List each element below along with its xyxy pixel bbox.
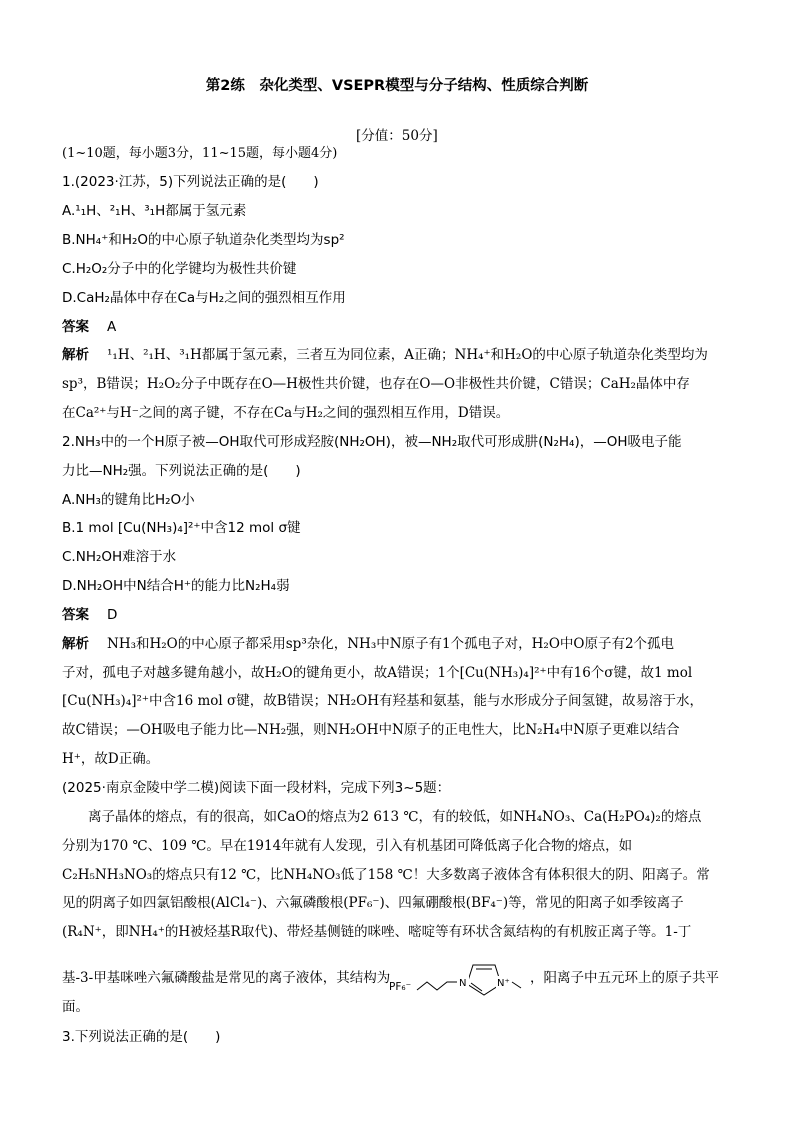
q2-analysis-line-4: 故C错误；—OH吸电子能力比—NH₂强，则NH₂OH中N原子的正电性大，比N₂H₄中N原子更难以结合 [62, 722, 680, 738]
q1-analysis-line-1: 解析 ¹₁H、²₁H、³₁H都属于氢元素，三者互为同位素，A正确；NH₄⁺和H₂O的中心原子轨道杂化类型均为 [62, 347, 708, 363]
material-line-6-after: ，阳离子中五元环上的原子共平 [530, 970, 719, 986]
q2-option-d: D.NH₂OH中N结合H⁺的能力比N₂H₄弱 [62, 578, 290, 594]
scoring-note: (1~10题，每小题3分，11~15题，每小题4分) [62, 146, 338, 161]
material-line-2: 分别为170 ℃、109 ℃。早在1914年就有人发现，引入有机基团可降低离子化合物的熔点，如 [62, 838, 633, 854]
q1-option-d: D.CaH₂晶体中存在Ca与H₂之间的强烈相互作用 [62, 290, 346, 306]
q2-stem-line-2: 力比—NH₂强。下列说法正确的是( ) [62, 463, 301, 479]
structure-n-label: N [459, 978, 467, 989]
butyl-chain [417, 982, 459, 990]
q1-stem: 1.(2023·江苏，5)下列说法正确的是( ) [62, 174, 319, 190]
analysis-label: 解析 [62, 347, 89, 363]
q1-option-b: B.NH₄⁺和H₂O的中心原子轨道杂化类型均为sp² [62, 232, 345, 248]
answer-label: 答案 [62, 319, 89, 335]
q3-stem: 3.下列说法正确的是( ) [62, 1029, 221, 1045]
q1-option-c: C.H₂O₂分子中的化学键均为极性共价键 [62, 261, 297, 277]
structure-nplus-label: N⁺ [497, 978, 510, 989]
q2-option-b: B.1 mol [Cu(NH₃)₄]²⁺中含12 mol σ键 [62, 520, 301, 536]
material-last-line: 面。 [62, 999, 89, 1015]
material-intro: (2025·南京金陵中学二模)阅读下面一段材料，完成下列3~5题： [62, 780, 451, 796]
material-line-3: C₂H₅NH₃NO₃的熔点只有12 ℃，比NH₄NO₃低了158 ℃！大多数离子液体含有体积很大的阴、阳离子。常 [62, 867, 710, 883]
methyl-bond [512, 982, 521, 988]
q1-analysis-line-2: sp³，B错误；H₂O₂分子中既存在O—H极性共价键，也存在O—O非极性共价键，C错误；CaH₂晶体中存 [62, 376, 690, 392]
q2-analysis-line-3: [Cu(NH₃)₄]²⁺中含16 mol σ键，故B错误；NH₂OH有羟基和氨基，能与水形成分子间氢键，故易溶于水， [62, 693, 704, 709]
q2-option-c: C.NH₂OH难溶于水 [62, 549, 177, 565]
page-title: 第2练 杂化类型、VSEPR模型与分子结构、性质综合判断 [205, 78, 589, 94]
material-line-4: 见的阴离子如四氯铝酸根(AlCl₄⁻)、六氟磷酸根(PF₆⁻)、四氟硼酸根(BF₄⁻)等，常见的阳离子如季铵离子 [62, 895, 684, 911]
answer-value: D [107, 607, 118, 623]
q2-option-a: A.NH₃的键角比H₂O小 [62, 492, 195, 508]
material-line-1: 离子晶体的熔点，有的很高，如CaO的熔点为2 613 ℃，有的较低，如NH₄NO₃、Ca(H₂PO₄)₂的熔点 [88, 809, 702, 825]
q1-analysis-line-3: 在Ca²⁺与H⁻之间的离子键，不存在Ca与H₂之间的强烈相互作用，D错误。 [62, 405, 510, 421]
q2-analysis-line-5: H⁺，故D正确。 [62, 751, 160, 767]
q2-analysis-line-2: 子对，孤电子对越多键角越小，故H₂O的键角更小，故A错误；1个[Cu(NH₃)₄]²⁺中有16个σ键，故1 mol [62, 665, 693, 681]
q2-analysis-line-1: 解析 NH₃和H₂O的中心原子都采用sp³杂化，NH₃中N原子有1个孤电子对，H₂O中O原子有2个孤电 [62, 636, 675, 652]
q1-option-a: A.¹₁H、²₁H、³₁H都属于氢元素 [62, 203, 247, 219]
score-note: [分值：50分] [356, 128, 438, 144]
material-line-6-before: 基-3-甲基咪唑六氟磷酸盐是常见的离子液体，其结构为 [62, 970, 391, 986]
structure-anion-label: PF₆⁻ [389, 981, 412, 993]
q2-answer [62, 605, 117, 625]
material-line-5: (R₄N⁺，即NH₄⁺的H被烃基R取代)、带烃基侧链的咪唑、嘧啶等有环状含氮结构的有机胺正离子等。1-丁 [62, 924, 692, 940]
ionic-liquid-structure [387, 960, 522, 1016]
analysis-label: 解析 [62, 636, 89, 652]
answer-label: 答案 [62, 607, 89, 623]
q2-stem-line-1: 2.NH₃中的一个H原子被—OH取代可形成羟胺(NH₂OH)，被—NH₂取代可形成肼(N₂H₄)，—OH吸电子能 [62, 434, 682, 450]
q1-answer [62, 317, 116, 337]
answer-value: A [107, 319, 117, 335]
